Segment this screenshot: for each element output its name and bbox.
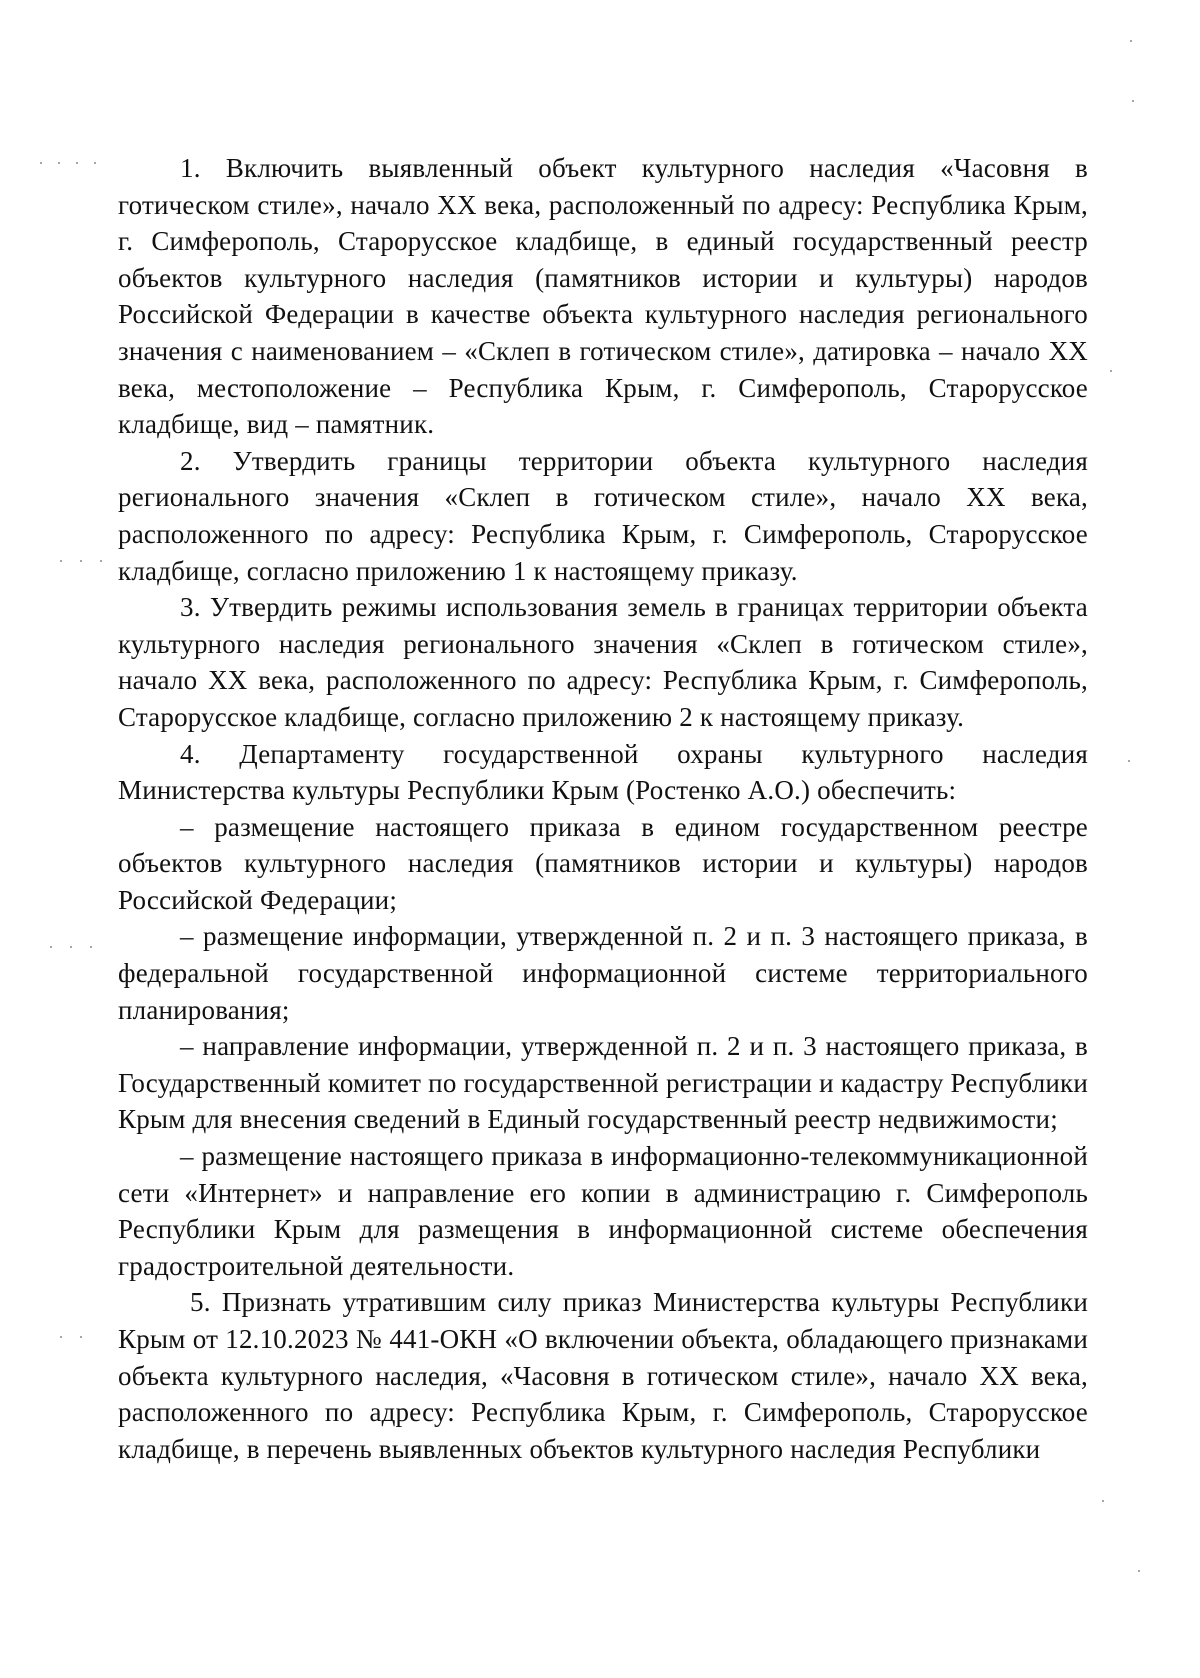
document-body [118, 150, 1088, 1467]
sub-item-cadastre: – направление информации, утвержденной п. 2 и п. 3 настоящего приказа, в Государственный комитет по государственной регистрации и кадастру Республики Крым для внесения сведений в Единый государственный реестр недвижимости; [118, 1031, 1088, 1135]
scan-speck [50, 946, 52, 948]
scan-speck [100, 560, 102, 562]
scan-speck [1132, 100, 1134, 102]
scan-speck [1102, 1500, 1104, 1502]
scan-speck [94, 162, 96, 164]
scan-speck [80, 560, 82, 562]
scan-speck [1110, 370, 1112, 372]
scan-speck [1128, 760, 1130, 762]
paragraph-5: 5. Признать утратившим силу приказ Министерства культуры Республики Крым от 12.10.2023 № 441-ОКН «О включении объекта, обладающего признаками объекта культурного наследия, «Часовня в готическом стиле», начало XX века, расположенного по адресу: Республика Крым, г. Симферополь, Старорусское кладбище, в перечень выявленных объектов культурного наследия Республики [118, 1287, 1088, 1464]
paragraph-2: 2. Утвердить границы территории объекта культурного наследия регионального значения «Склеп в готическом стиле», начало XX века, расположенного по адресу: Республика Крым, г. Симферополь, Старорусское кладбище, согласно приложению 1 к настоящему приказу. [118, 445, 1088, 586]
scan-speck [40, 162, 42, 164]
paragraph-3: 3. Утвердить режимы использования земель в границах территории объекта культурного наследия регионального значения «Склеп в готическом стиле», начало XX века, расположенного по адресу: Республика Крым, г. Симферополь, Старорусское кладбище, согласно приложению 2 к настоящему приказу. [118, 592, 1088, 732]
scan-speck [1130, 40, 1132, 42]
sub-item-registry: – размещение настоящего приказа в едином государственном реестре объектов культурного наследия (памятников истории и культуры) народов Российской Федерации; [118, 811, 1088, 915]
scan-speck [90, 946, 92, 948]
scan-speck [70, 946, 72, 948]
scan-speck [60, 560, 62, 562]
scan-speck [76, 162, 78, 164]
sub-item-planning-system: – размещение информации, утвержденной п. 2 и п. 3 настоящего приказа, в федеральной государственной информационной системе территориального планирования; [118, 921, 1088, 1025]
paragraph-4: 4. Департаменту государственной охраны культурного наследия Министерства культуры Республики Крым (Ростенко А.О.) обеспечить: [118, 738, 1088, 806]
scan-speck [60, 1336, 62, 1338]
paragraph-1: 1. Включить выявленный объект культурного наследия «Часовня в готическом стиле», начало XX века, расположенный по адресу: Республика Крым, г. Симферополь, Старорусское кладбище, в единый государственный реестр объектов культурного наследия (памятников истории и культуры) народов Российской Федерации в качестве объекта культурного наследия регионального значения с наименованием – «Склеп в готическом стиле», датировка – начало XX века, местоположение – Республика Крым, г. Симферополь, Старорусское кладбище, вид – памятник. [118, 153, 1088, 440]
sub-item-internet: – размещение настоящего приказа в информационно-телекоммуникационной сети «Интернет» и направление его копии в администрацию г. Симферополь Республики Крым для размещения в информационной системе обеспечения градостроительной деятельности. [118, 1141, 1088, 1281]
scan-speck [80, 1336, 82, 1338]
scan-speck [1138, 1570, 1140, 1572]
scan-speck [58, 162, 60, 164]
